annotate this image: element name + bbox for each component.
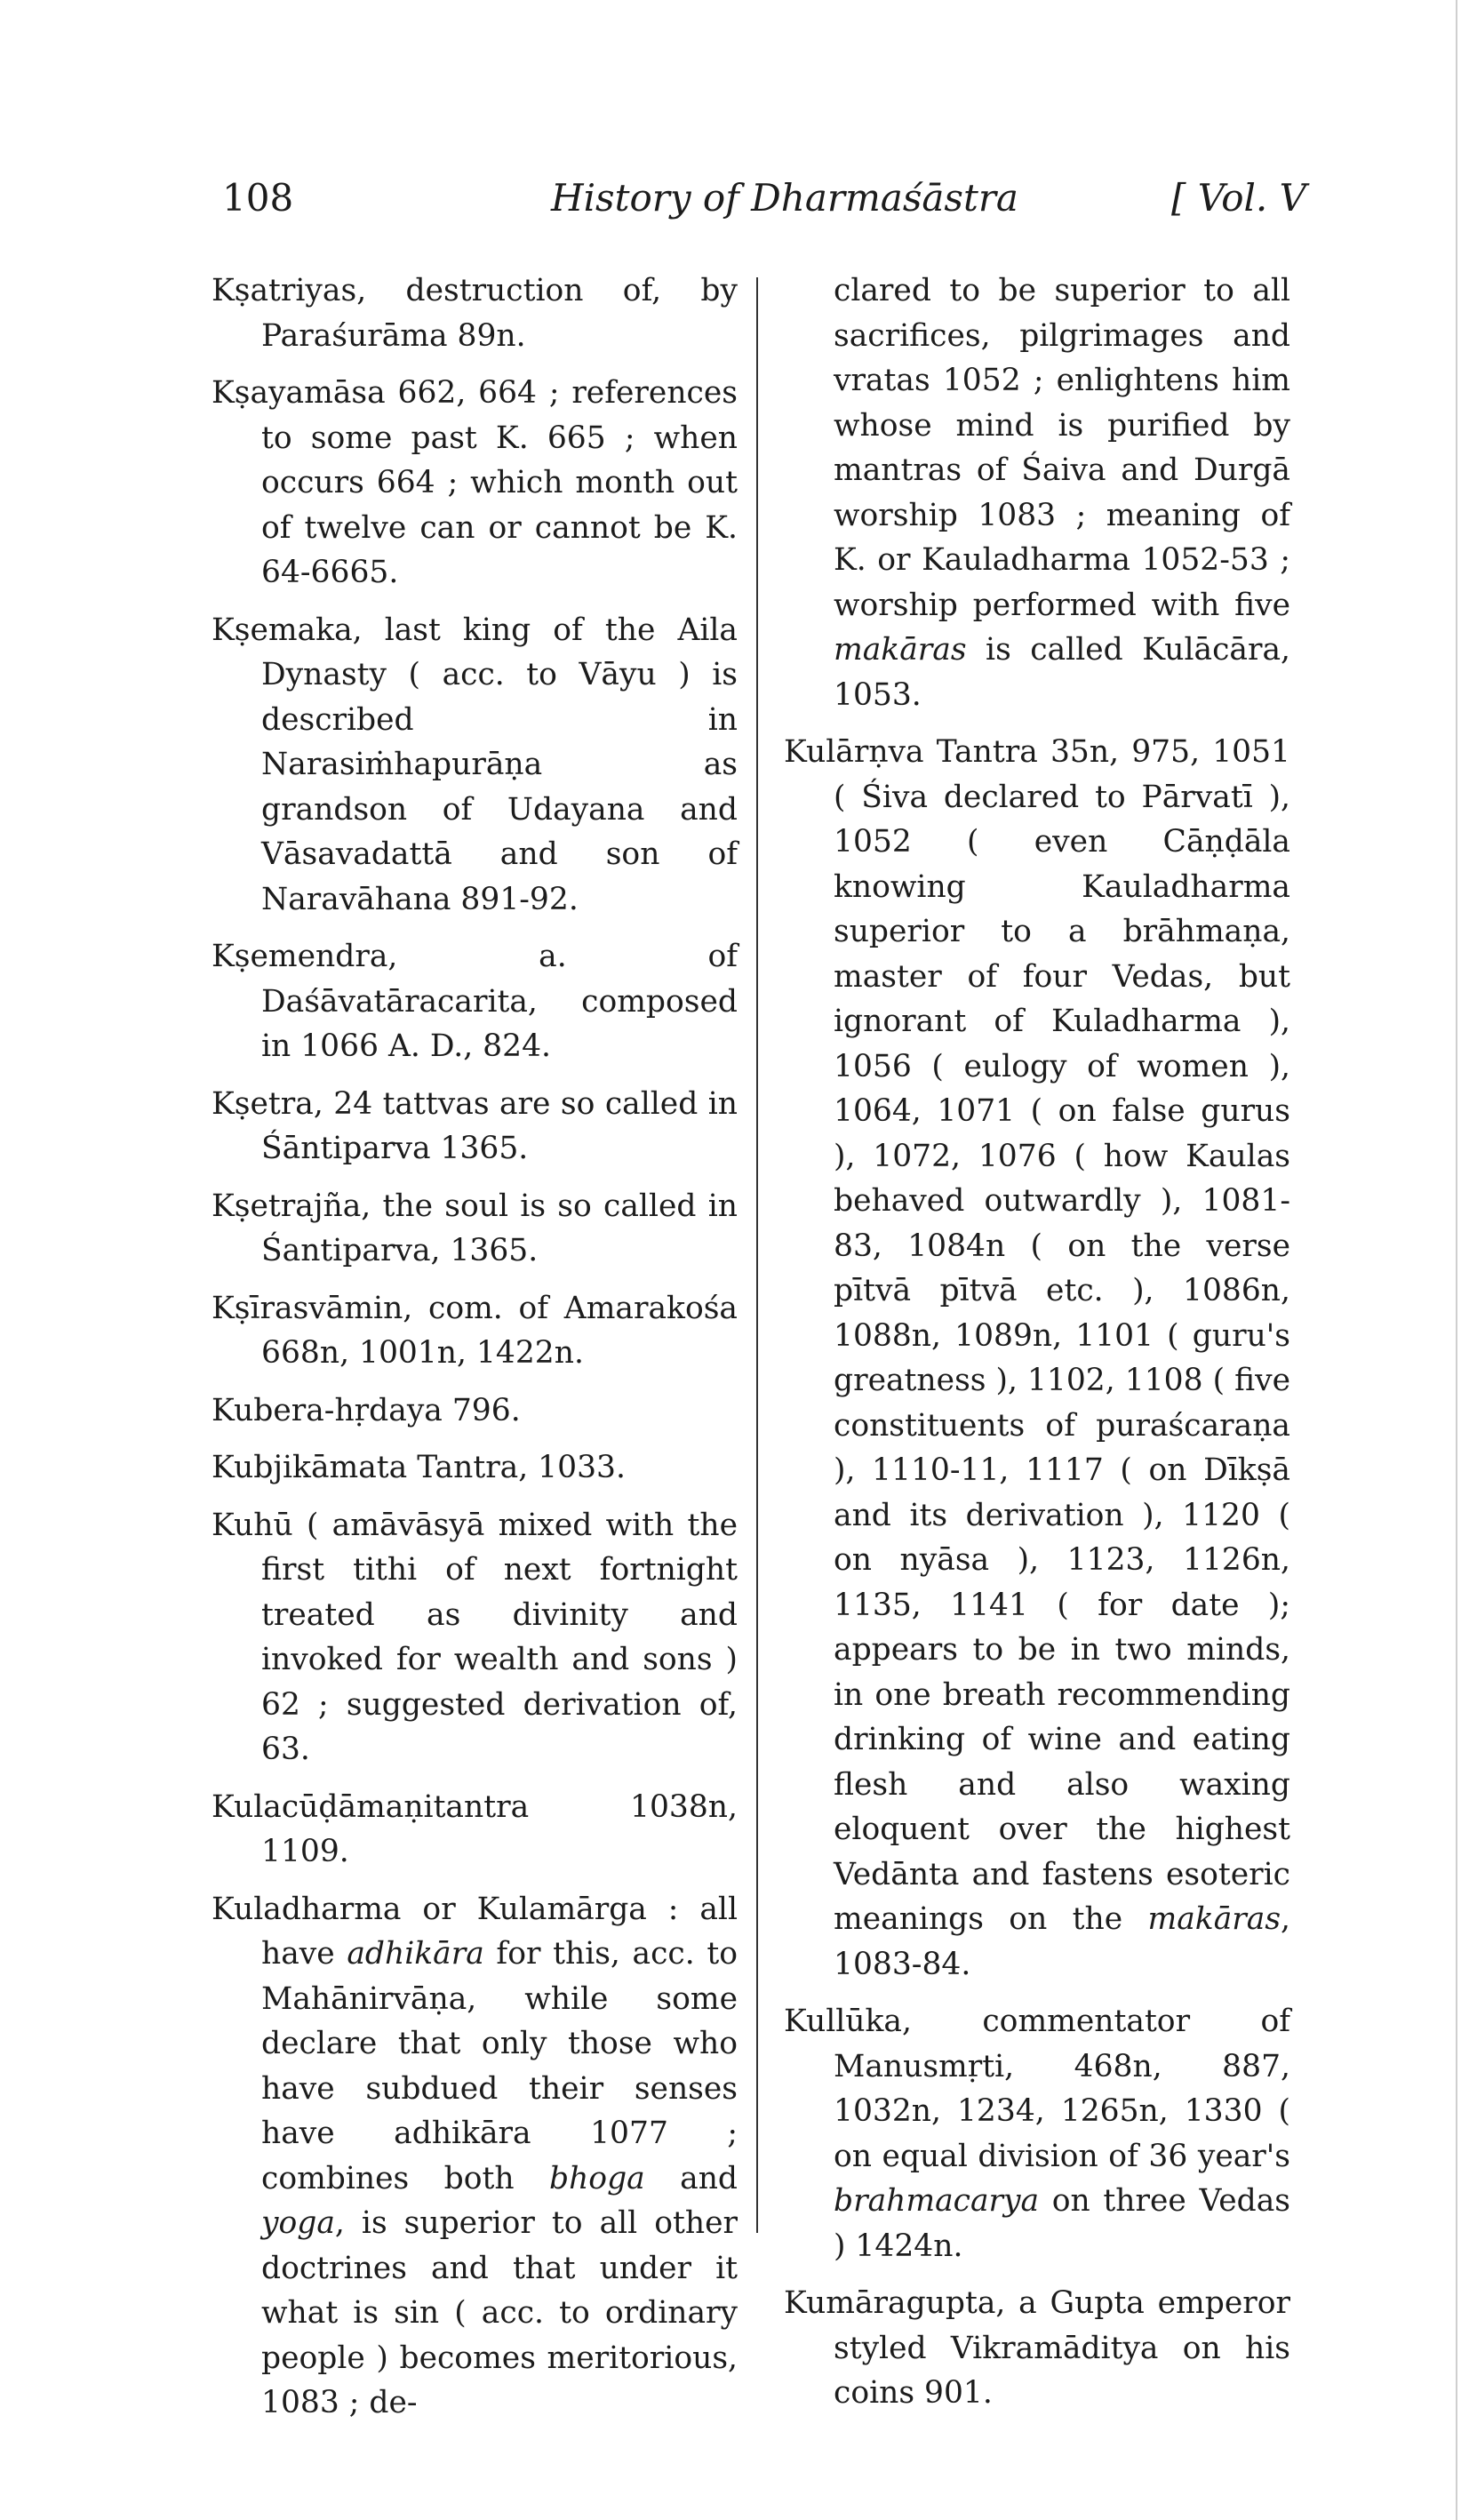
index-entry — [212, 1503, 738, 1772]
index-text: Kuhū ( amāvāsyā mixed with the first tithi of next fortnight treated as divinity and invoked for wealth and sons ) 62 ; suggested derivation of, 63. — [212, 1507, 738, 1767]
index-term-italic: bhoga — [549, 2160, 645, 2196]
page-edge-line — [1456, 0, 1457, 2520]
page-number: 108 — [222, 176, 294, 220]
index-entry — [212, 1082, 738, 1172]
index-entry — [212, 268, 738, 358]
index-term-italic: brahmacarya — [834, 2183, 1040, 2219]
index-term-italic: makāras — [834, 632, 967, 668]
index-text: and — [644, 2160, 738, 2196]
running-title: History of Dharmaśāstra — [551, 176, 1018, 220]
index-entry — [212, 1286, 738, 1376]
index-entry — [784, 268, 1290, 717]
index-term-italic: yoga — [261, 2205, 335, 2241]
index-entry — [212, 608, 738, 923]
index-text: , is superior to all other doctrines and that under it what is sin ( acc. to ordinary people ) becomes meritorious, 1083 ; de- — [261, 2205, 738, 2420]
left-index-column — [212, 268, 738, 2438]
right-index-column — [784, 268, 1290, 2428]
index-entry — [212, 934, 738, 1069]
index-text: is called Kulācāra, 1053. — [834, 632, 1290, 713]
index-entry — [212, 1445, 738, 1491]
index-text: Kullūka, commentator of Manusmṛti, 468n, 887, 1032n, 1234, 1265n, 1330 ( on equal division of 36 year's — [784, 2004, 1290, 2174]
index-text: Kuladharma or Kulamārga : all have — [212, 1891, 738, 1972]
index-text: Kumāragupta, a Gupta emperor styled Vikramāditya on his coins 901. — [784, 2285, 1290, 2411]
index-text: clared to be superior to all sacrifices, pilgrimages and vratas 1052 ; enlightens him whose mind is purified by mantras of Śaiva and Durgā worship 1083 ; meaning of K. or Kauladharma 1052-53 ; worship performed with five — [834, 273, 1290, 623]
index-text: Kubera-hṛdaya 796. — [212, 1392, 521, 1428]
index-text: Kubjikāmata Tantra, 1033. — [212, 1450, 626, 1485]
index-entry — [212, 1184, 738, 1274]
index-text: Kulacūḍāmaṇitantra 1038n, 1109. — [212, 1788, 738, 1869]
index-text: Kulārṇva Tantra 35n, 975, 1051 ( Śiva declared to Pārvatī ), 1052 ( even Cāṇḍāla knowing Kauladharma superior to a brāhmaṇa, master of four Vedas, but ignorant of Kuladharma ), 1056 ( eulogy of women ), 1064, 1071 ( on false gurus ), 1072, 1076 ( how Kaulas behaved outwardly ), 1081-83, 1084n ( on the verse pītvā pītvā etc. ), 1086n, 1088n, 1089n, 1101 ( guru's greatness ), 1102, 1108 ( five constituents of puraścaraṇa ), 1110-11, 1117 ( on Dīkṣā and its derivation ), 1120 ( on nyāsa ), 1123, 1126n, 1135, 1141 ( for date ); appears to be in two minds, in one breath recommending drinking of wine and eating flesh and also waxing eloquent over the highest Vedānta and fastens esoteric meanings on the — [784, 734, 1290, 1937]
index-text: on three Vedas ) 1424n. — [834, 2183, 1290, 2264]
index-text: Kṣemaka, last king of the Aila Dynasty ( acc. to Vāyu ) is described in Narasiṁhapurāṇa as grandson of Udayana and Vāsavadattā and son of Naravāhana 891-92. — [212, 612, 738, 917]
index-entry — [212, 1887, 738, 2426]
column-divider — [756, 277, 758, 2233]
index-term-italic: adhikāra — [347, 1936, 484, 1972]
index-entry — [784, 2281, 1290, 2416]
index-entry — [212, 371, 738, 596]
index-text: Kṣayamāsa 662, 664 ; references to some past K. 665 ; when occurs 664 ; which month out of twelve can or cannot be K. 64-6665. — [212, 375, 738, 590]
index-text: Kṣetrajña, the soul is so called in Śantiparva, 1365. — [212, 1188, 738, 1268]
index-text: Kṣetra, 24 tattvas are so called in Śāntiparva 1365. — [212, 1085, 738, 1166]
index-text: for this, acc. to Mahānirvāṇa, while some declare that only those who have subdued their senses have adhikāra 1077 ; combines both — [261, 1936, 738, 2196]
index-text: Kṣemendra, a. of Daśāvatāracarita, composed in 1066 A. D., 824. — [212, 939, 738, 1064]
index-entry — [784, 1999, 1290, 2268]
index-entry — [784, 730, 1290, 1987]
index-text: , 1083-84. — [834, 1901, 1290, 1982]
index-entry — [212, 1388, 738, 1434]
index-term-italic: makāras — [1147, 1901, 1281, 1937]
index-text: Kṣatriyas, destruction of, by Paraśurāma 89n. — [212, 273, 738, 354]
volume-label: [ Vol. V — [1171, 176, 1306, 220]
index-text: Kṣīrasvāmin, com. of Amarakośa 668n, 1001n, 1422n. — [212, 1290, 738, 1371]
page-header — [0, 176, 1469, 238]
index-entry — [212, 1785, 738, 1875]
